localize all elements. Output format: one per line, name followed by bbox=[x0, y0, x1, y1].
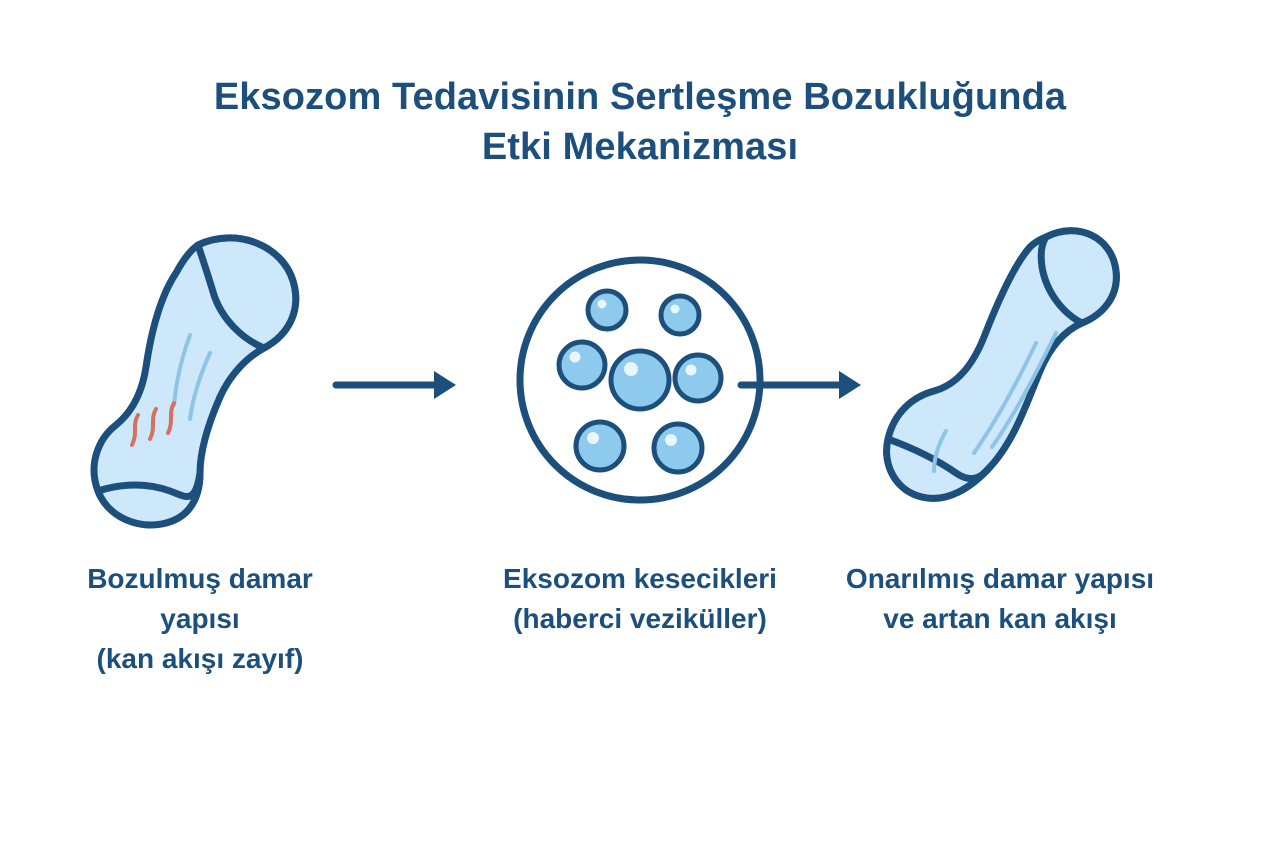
stage-repaired bbox=[820, 215, 1180, 735]
page-title-line-2: Etki Mekanizması bbox=[481, 126, 799, 169]
page-title bbox=[0, 72, 1280, 172]
caption-line: Onarılmış damar yapısı bbox=[845, 563, 1155, 594]
stage-exosome-caption bbox=[460, 559, 820, 639]
caption-line: yapısı bbox=[160, 602, 240, 634]
caption-line: (kan akışı zayıf) bbox=[96, 642, 304, 674]
stage-damaged-caption bbox=[20, 559, 380, 678]
arrow-right-1 bbox=[330, 365, 460, 405]
stage-exosome bbox=[460, 215, 820, 735]
stage-repaired-art bbox=[820, 215, 1180, 545]
arrow-right-icon bbox=[330, 365, 460, 405]
caption-line: Bozulmuş damar bbox=[87, 563, 313, 594]
caption-line: Eksozom kesecikleri bbox=[503, 563, 777, 594]
mechanism-diagram bbox=[0, 215, 1280, 735]
caption-line: ve artan kan akışı bbox=[883, 602, 1117, 634]
repaired-penis-icon bbox=[850, 215, 1150, 545]
stage-repaired-caption bbox=[820, 559, 1180, 639]
page-title-line-1: Eksozom Tedavisinin Sertleşme Bozukluğunda bbox=[213, 76, 1067, 118]
stage-damaged-art bbox=[20, 215, 380, 545]
damaged-penis-icon bbox=[50, 215, 350, 545]
caption-line: (haberci veziküller) bbox=[513, 602, 767, 634]
stage-damaged bbox=[20, 215, 380, 735]
